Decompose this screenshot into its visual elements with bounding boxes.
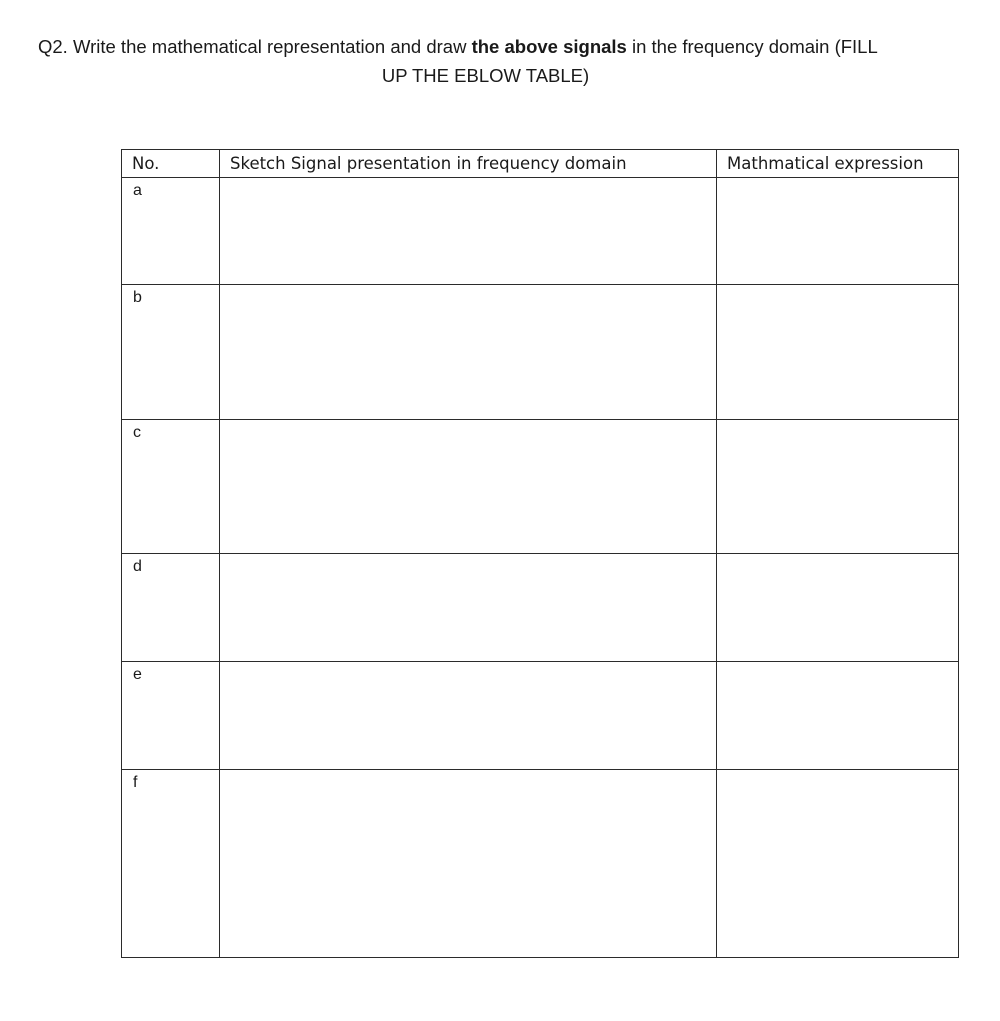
question-bold-phrase: the above signals bbox=[471, 36, 627, 57]
row-label: d bbox=[122, 554, 220, 662]
table-row bbox=[122, 420, 959, 554]
header-expression: Mathmatical expression bbox=[717, 150, 959, 178]
sketch-cell[interactable] bbox=[220, 662, 717, 770]
sketch-cell[interactable] bbox=[220, 178, 717, 285]
row-label: a bbox=[122, 178, 220, 285]
question-text-after-bold: in the frequency domain (FILL bbox=[626, 36, 878, 57]
table-row bbox=[122, 285, 959, 420]
row-label: c bbox=[122, 420, 220, 554]
expression-cell[interactable] bbox=[717, 285, 959, 420]
answer-table bbox=[121, 149, 959, 958]
question-text bbox=[38, 32, 958, 90]
question-line-1 bbox=[38, 32, 958, 61]
sketch-cell[interactable] bbox=[220, 554, 717, 662]
expression-cell[interactable] bbox=[717, 662, 959, 770]
table-row bbox=[122, 554, 959, 662]
sketch-cell[interactable] bbox=[220, 420, 717, 554]
table-header-row bbox=[122, 150, 959, 178]
table-row bbox=[122, 770, 959, 958]
question-line-2: UP THE EBLOW TABLE) bbox=[381, 65, 590, 86]
sketch-cell[interactable] bbox=[220, 285, 717, 420]
expression-cell[interactable] bbox=[717, 554, 959, 662]
row-label: b bbox=[122, 285, 220, 420]
row-label: e bbox=[122, 662, 220, 770]
row-label: f bbox=[122, 770, 220, 958]
sketch-cell[interactable] bbox=[220, 770, 717, 958]
question-text-before-bold: Q2. Write the mathematical representation and draw bbox=[38, 36, 472, 57]
table-row bbox=[122, 662, 959, 770]
expression-cell[interactable] bbox=[717, 770, 959, 958]
expression-cell[interactable] bbox=[717, 420, 959, 554]
header-sketch: Sketch Signal presentation in frequency domain bbox=[220, 150, 717, 178]
table-row bbox=[122, 178, 959, 285]
expression-cell[interactable] bbox=[717, 178, 959, 285]
header-no: No. bbox=[122, 150, 220, 178]
